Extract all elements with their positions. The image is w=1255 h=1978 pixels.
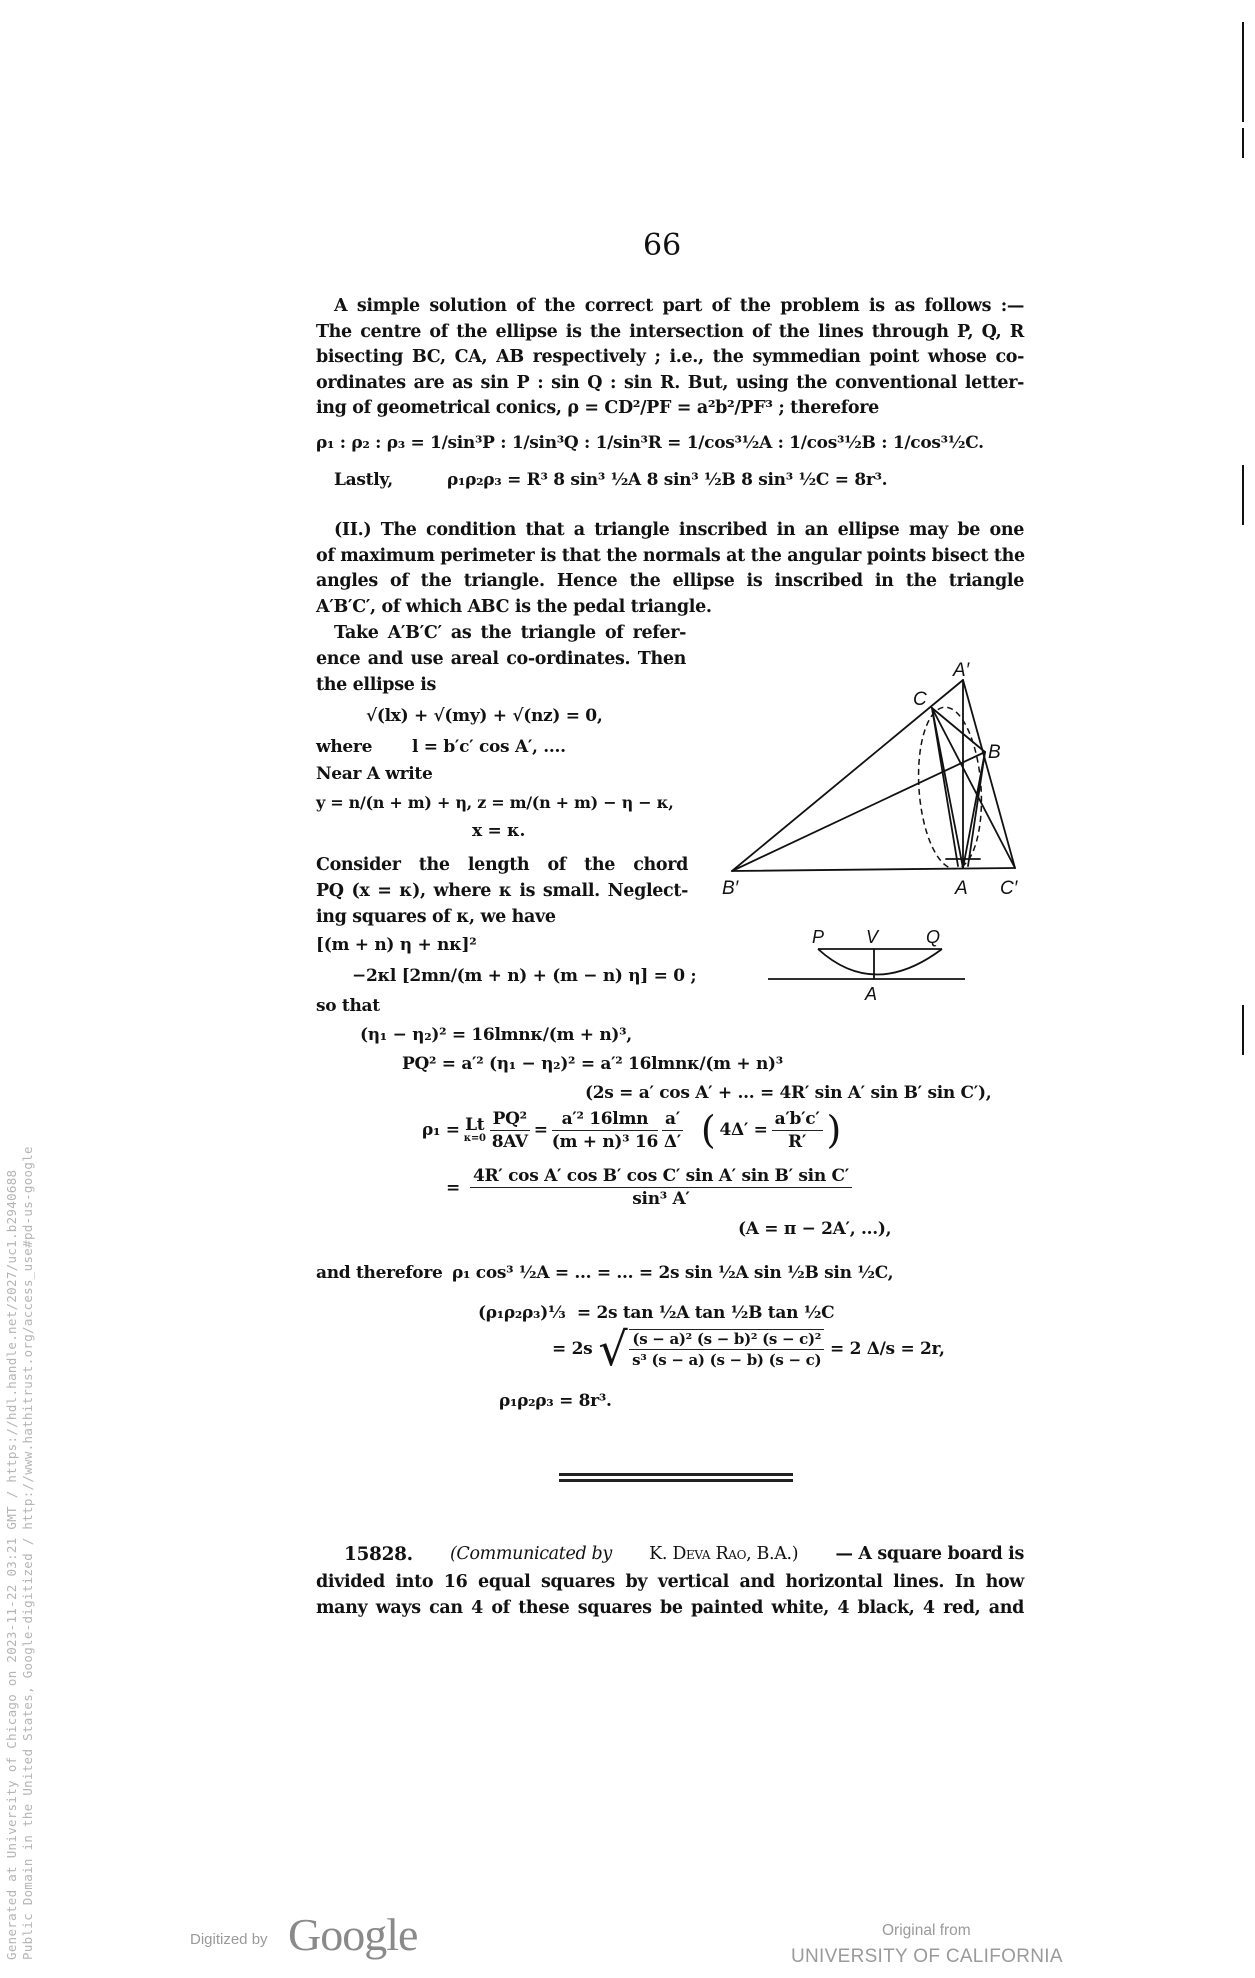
chord-b-1 [968, 752, 985, 866]
equation-sqrt [552, 1322, 945, 1376]
text-line: the ellipse is [316, 674, 437, 695]
intro-paragraph [316, 294, 1024, 422]
fraction-numerator: (s − a)² (s − b)² (s − c)² [629, 1330, 824, 1350]
side-b-prime-c-prime [732, 868, 1015, 871]
chord-text [316, 853, 688, 930]
scan-edge-mark [1242, 465, 1244, 525]
ellipse-triangle-figure [700, 640, 1040, 1010]
equation-rho1-line2 [446, 1166, 852, 1209]
fraction-denominator: s³ (s − a) (s − b) (s − c) [632, 1351, 822, 1369]
section-ii-paragraph [316, 518, 1024, 620]
label-c: C [913, 689, 927, 710]
so-that-label: so that [316, 996, 380, 1016]
problem-author: K. Deva Rao, B.A.) [649, 1544, 799, 1564]
google-logo: Google [288, 1909, 418, 1960]
fraction-denominator: 8AV [491, 1131, 528, 1152]
fraction-denominator: (m + n)³ 16 [551, 1131, 658, 1152]
problem-text [316, 1570, 1024, 1621]
text-line: many ways can 4 of these squares be painted white, 4 black, 4 red, and [316, 1597, 1024, 1618]
equation-final: ρ₁ρ₂ρ₃ = 8r³. [499, 1391, 612, 1411]
text-line: Take A′B′C′ as the triangle of refer- [334, 623, 686, 643]
sqrt-prefix: = 2s [552, 1339, 593, 1359]
paren-close: ) [826, 1108, 842, 1152]
text-line: ence and use areal co-ordinates. Then [316, 648, 686, 669]
text-line: of maximum perimeter is that the normals at the angular points bisect the [316, 545, 1025, 566]
limit-label: Lt [465, 1114, 485, 1135]
problem-header [344, 1544, 1024, 1565]
text-line: Consider the length of the chord [316, 855, 688, 875]
fraction-numerator: 4R′ cos A′ cos B′ cos C′ sin A′ sin B′ sin C′ [470, 1166, 852, 1188]
equals-sign: = [533, 1120, 548, 1140]
sqrt-suffix: = 2 Δ/s = 2r, [830, 1339, 945, 1359]
fraction-denominator: Δ′ [663, 1131, 681, 1152]
equation-pq: PQ² = a′² (η₁ − η₂)² = a′² 16lmnκ/(m + n)³ [402, 1054, 783, 1074]
text-line: (II.) The condition that a triangle inscribed in an ellipse may be one [334, 520, 1024, 540]
equation-where: l = b′c′ cos A′, .... [412, 737, 566, 757]
label-b: B [988, 742, 1001, 763]
fraction-denominator: sin³ A′ [632, 1189, 690, 1209]
label-q: Q [926, 927, 941, 947]
equation-near-a-2: x = κ. [472, 821, 526, 841]
fraction-abc-r [772, 1109, 823, 1152]
fraction-numerator: PQ² [490, 1109, 530, 1131]
equation-cuberoot [478, 1303, 834, 1323]
equation-eta: (η₁ − η₂)² = 16lmnκ/(m + n)³, [360, 1025, 632, 1045]
fraction-a-delta [662, 1109, 683, 1152]
equation-ellipse: √(lx) + √(my) + √(nz) = 0, [366, 706, 603, 726]
fraction-lmn [552, 1109, 658, 1152]
problem-text-start: — A square board is [835, 1544, 1024, 1564]
sqrt-radical-icon: √ [598, 1322, 628, 1376]
scan-edge-mark [1242, 22, 1244, 122]
label-a-small: A [865, 984, 878, 1004]
section-divider [559, 1479, 793, 1482]
text-line: The centre of the ellipse is the intersection of the lines through P, Q, R [316, 321, 1024, 342]
text-line: A simple solution of the correct part of the problem is as follows :— [334, 296, 1024, 316]
arc-pa-q [818, 949, 942, 975]
fraction-numerator: a′² 16lmn [552, 1109, 658, 1131]
paren-lhs: 4Δ′ = [719, 1120, 768, 1140]
text-line: angles of the triangle. Hence the ellipse is inscribed in the triangle [316, 571, 1024, 592]
label-c-prime: C′ [1000, 878, 1018, 899]
scan-edge-mark [1242, 1005, 1244, 1055]
rho1-lhs: ρ₁ = [422, 1120, 460, 1140]
line-b-prime-b [732, 752, 985, 871]
text-line: PQ (x = κ), where κ is small. Neglect- [316, 880, 688, 901]
side-a-prime-c-prime [963, 680, 1015, 868]
equation-near-a-1: y = n/(n + m) + η, z = m/(n + m) − η − κ, [316, 793, 674, 812]
limit-subscript: κ=0 [463, 1132, 486, 1144]
areal-coordinates-text [316, 621, 686, 698]
lastly-label: Lastly, [334, 470, 393, 490]
equation-square-2: −2κl [2mn/(m + n) + (m − n) η] = 0 ; [352, 966, 697, 986]
text-line: divided into 16 equal squares by vertical and horizontal lines. In how [316, 1572, 1024, 1592]
label-p: P [812, 927, 825, 947]
institution-name: UNIVERSITY OF CALIFORNIA [791, 1946, 1063, 1967]
watermark-generated: Generated at University of Chicago on 2023-11-22 03:21 GMT / https://hdl.handle.net/2027/uc1.b2940688 [4, 1169, 19, 1960]
equation-2s: (2s = a′ cos A′ + ... = 4R′ sin A′ sin B′ sin C′), [585, 1083, 992, 1103]
original-from-label: Original from [882, 1922, 971, 1939]
where-label: where [316, 737, 373, 757]
equation-therefore: ρ₁ cos³ ½A = ... = ... = 2s sin ½A sin ½B sin ½C, [452, 1263, 894, 1283]
problem-number: 15828. [344, 1544, 413, 1565]
inscribed-ellipse [913, 705, 986, 871]
page-number: 66 [643, 228, 682, 263]
text-line: A′B′C′, of which ABC is the pedal triangle. [316, 596, 712, 617]
text-line: ing squares of κ, we have [316, 906, 556, 927]
text-line: bisecting BC, CA, AB respectively ; i.e., the symmedian point whose co- [316, 347, 1024, 368]
fraction-denominator: R′ [788, 1131, 807, 1152]
fraction-pq-av [490, 1109, 530, 1152]
label-v: V [866, 927, 879, 947]
label-b-prime: B′ [722, 878, 739, 899]
label-a-prime: A′ [953, 660, 970, 681]
digitized-by-label: Digitized by [190, 1931, 268, 1948]
equation-ratio: ρ₁ : ρ₂ : ρ₃ = 1/sin³P : 1/sin³Q : 1/sin³R = 1/cos³½A : 1/cos³½B : 1/cos³½C. [316, 433, 984, 453]
paren-open: ( [700, 1108, 716, 1152]
cuberoot-lhs: (ρ₁ρ₂ρ₃)⅓ [478, 1303, 566, 1323]
fraction-cos-sin [470, 1166, 852, 1209]
label-a: A [955, 878, 968, 899]
watermark-public-domain: Public Domain in the United States, Google-digitized / http://www.hathitrust.org/access_use#pd-us-google [20, 1146, 35, 1960]
fraction-numerator: a′b′c′ [772, 1109, 823, 1131]
communicated-by: (Communicated by [449, 1544, 612, 1564]
sqrt-fraction [629, 1329, 824, 1369]
limit-operator [463, 1114, 486, 1144]
text-line: ordinates are as sin P : sin Q : sin R. But, using the conventional letter- [316, 372, 1024, 393]
cuberoot-rhs: = 2s tan ½A tan ½B tan ½C [576, 1303, 835, 1323]
equation-rho1 [422, 1108, 841, 1152]
side-b-prime-a-prime [732, 680, 963, 871]
near-a-label: Near A write [316, 764, 433, 784]
scan-edge-mark [1242, 128, 1244, 158]
and-therefore-label: and therefore [316, 1263, 443, 1283]
equation-square-1: [(m + n) η + nκ]² [316, 935, 477, 955]
equation-a-pi: (A = π − 2A′, ...), [738, 1219, 892, 1239]
equation-lastly: ρ₁ρ₂ρ₃ = R³ 8 sin³ ½A 8 sin³ ½B 8 sin³ ½C = 8r³. [447, 470, 888, 490]
fraction-numerator: a′ [662, 1109, 683, 1131]
section-divider [559, 1473, 793, 1476]
text-line: ing of geometrical conics, ρ = CD²/PF = a²b²/PF³ ; therefore [316, 398, 879, 419]
equals-sign: = [446, 1177, 460, 1198]
